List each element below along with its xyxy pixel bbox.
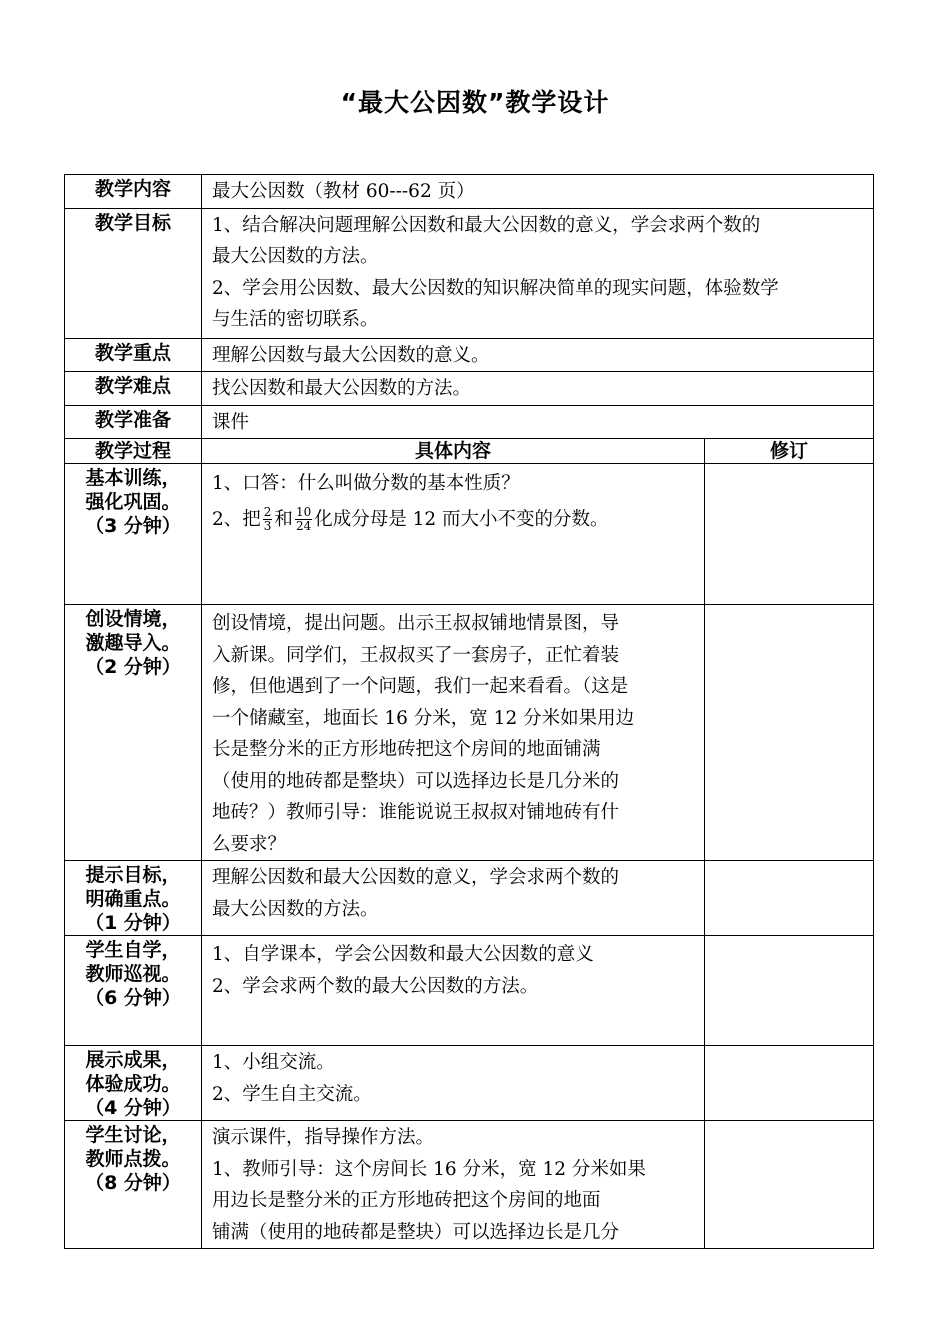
step-content [202, 936, 705, 1046]
stage-line: （1 分钟） [85, 912, 181, 934]
document-title: “最大公因数”教学设计 [340, 88, 610, 117]
fraction-denominator: 3 [263, 519, 272, 533]
info-value [202, 338, 874, 372]
fraction-ten-twentyfourths [295, 506, 312, 533]
text-line: 2、学生自主交流。 [212, 1083, 372, 1105]
stage-line: 明确重点。 [85, 888, 181, 910]
info-value [202, 372, 874, 406]
stage-line: （4 分钟） [85, 1097, 181, 1119]
stage-line: 教师巡视。 [85, 963, 181, 985]
step-stage [65, 464, 202, 605]
fraction-numerator: 10 [295, 505, 312, 519]
stage-line: 展示成果， [85, 1049, 181, 1071]
step-row [65, 861, 874, 936]
text-line: 1、教师引导：这个房间长 16 分米，宽 12 分米如果 [212, 1158, 646, 1180]
info-value [202, 405, 874, 439]
step-content [202, 464, 705, 605]
step-content [202, 1046, 705, 1121]
stage-line: 学生讨论， [85, 1124, 181, 1146]
text-line: 么要求？ [212, 833, 287, 855]
revision-cell [705, 464, 874, 605]
info-label: 教学难点 [65, 372, 202, 406]
step-row [65, 1046, 874, 1121]
step-row [65, 464, 874, 605]
info-row-difficulties [65, 372, 874, 406]
text-line: 创设情境，提出问题。出示王叔叔铺地情景图，导 [212, 613, 620, 634]
fraction-prefix: 2、把 [212, 508, 261, 530]
info-label: 教学重点 [65, 338, 202, 372]
text-line: 长是整分米的正方形地砖把这个房间的地面铺满 [212, 739, 601, 760]
stage-line: （8 分钟） [85, 1172, 181, 1194]
stage-line: 强化巩固。 [85, 491, 181, 513]
text-line: 铺满（使用的地砖都是整块）可以选择边长是几分 [212, 1221, 620, 1243]
step-stage [65, 861, 202, 936]
fraction-connector: 和 [274, 508, 293, 530]
stage-line: 体验成功。 [85, 1073, 181, 1095]
stage-line: （3 分钟） [85, 515, 181, 537]
step-stage [65, 1121, 202, 1249]
text-line: （使用的地砖都是整块）可以选择边长是几分米的 [212, 770, 620, 792]
stage-line: 教师点拨。 [85, 1148, 181, 1170]
text-line: 地砖？）教师引导：谁能说说王叔叔对铺地砖有什 [212, 802, 620, 823]
text-line: 理解公因数和最大公因数的意义，学会求两个数的 [212, 867, 620, 888]
revision-cell [705, 1121, 874, 1249]
revision-cell [705, 1046, 874, 1121]
step-row [65, 1121, 874, 1249]
step-stage [65, 936, 202, 1046]
text-line: 演示课件，指导操作方法。 [212, 1127, 435, 1148]
info-row-preparation [65, 405, 874, 439]
revision-column-header: 修订 [705, 439, 874, 464]
info-value [202, 208, 874, 338]
stage-line: 学生自学， [85, 939, 181, 961]
stage-line: 激趣导入。 [85, 632, 181, 654]
stage-line: （2 分钟） [85, 656, 181, 678]
process-header-row [65, 439, 874, 464]
step-stage [65, 1046, 202, 1121]
content-column-header: 具体内容 [202, 439, 705, 464]
text-line: 理解公因数与最大公因数的意义。 [212, 344, 490, 366]
text-line: 2、学会求两个数的最大公因数的方法。 [212, 975, 539, 997]
info-row-content [65, 175, 874, 209]
text-line: 1、小组交流。 [212, 1052, 335, 1073]
stage-line: 提示目标， [85, 864, 181, 886]
text-line: 用边长是整分米的正方形地砖把这个房间的地面 [212, 1190, 601, 1211]
info-row-key-points [65, 338, 874, 372]
info-label: 教学准备 [65, 405, 202, 439]
text-line: 找公因数和最大公因数的方法。 [212, 378, 472, 399]
step-stage [65, 605, 202, 861]
revision-cell [705, 605, 874, 861]
fraction-denominator: 24 [295, 519, 312, 533]
step-content [202, 605, 705, 861]
stage-line: 基本训练， [85, 467, 181, 489]
text-line: 1、口答：什么叫做分数的基本性质？ [212, 473, 520, 494]
step-row [65, 605, 874, 861]
text-line: 最大公因数的方法。 [212, 246, 379, 267]
text-line: 2、学会用公因数、最大公因数的知识解决简单的现实问题，体验数学 [212, 277, 779, 299]
revision-cell [705, 936, 874, 1046]
text-line: 1、结合解决问题理解公因数和最大公因数的意义，学会求两个数的 [212, 214, 761, 236]
fraction-text-line [212, 500, 696, 540]
fraction-two-thirds [263, 506, 273, 533]
text-line: 入新课。同学们，王叔叔买了一套房子，正忙着装 [212, 644, 620, 666]
fraction-suffix: 化成分母是 12 而大小不变的分数。 [314, 508, 609, 530]
process-column-header: 教学过程 [65, 439, 202, 464]
step-content [202, 861, 705, 936]
text-line: 课件 [212, 411, 250, 433]
info-label: 教学目标 [65, 208, 202, 338]
info-row-objectives [65, 208, 874, 338]
step-row [65, 936, 874, 1046]
lesson-plan-table [64, 174, 874, 1249]
fraction-numerator: 2 [263, 505, 272, 519]
text-line: 最大公因数（教材 60---62 页） [212, 181, 475, 202]
stage-line: 创设情境， [85, 608, 181, 630]
text-line: 与生活的密切联系。 [212, 309, 379, 330]
text-line: 1、自学课本，学会公因数和最大公因数的意义 [212, 944, 594, 965]
step-content [202, 1121, 705, 1249]
info-value [202, 175, 874, 209]
stage-line: （6 分钟） [85, 987, 181, 1009]
info-label: 教学内容 [65, 175, 202, 209]
revision-cell [705, 861, 874, 936]
text-line: 修，但他遇到了一个问题，我们一起来看看。（这是 [212, 676, 629, 697]
text-line: 最大公因数的方法。 [212, 898, 379, 920]
text-line: 一个储藏室，地面长 16 分米，宽 12 分米如果用边 [212, 707, 635, 729]
